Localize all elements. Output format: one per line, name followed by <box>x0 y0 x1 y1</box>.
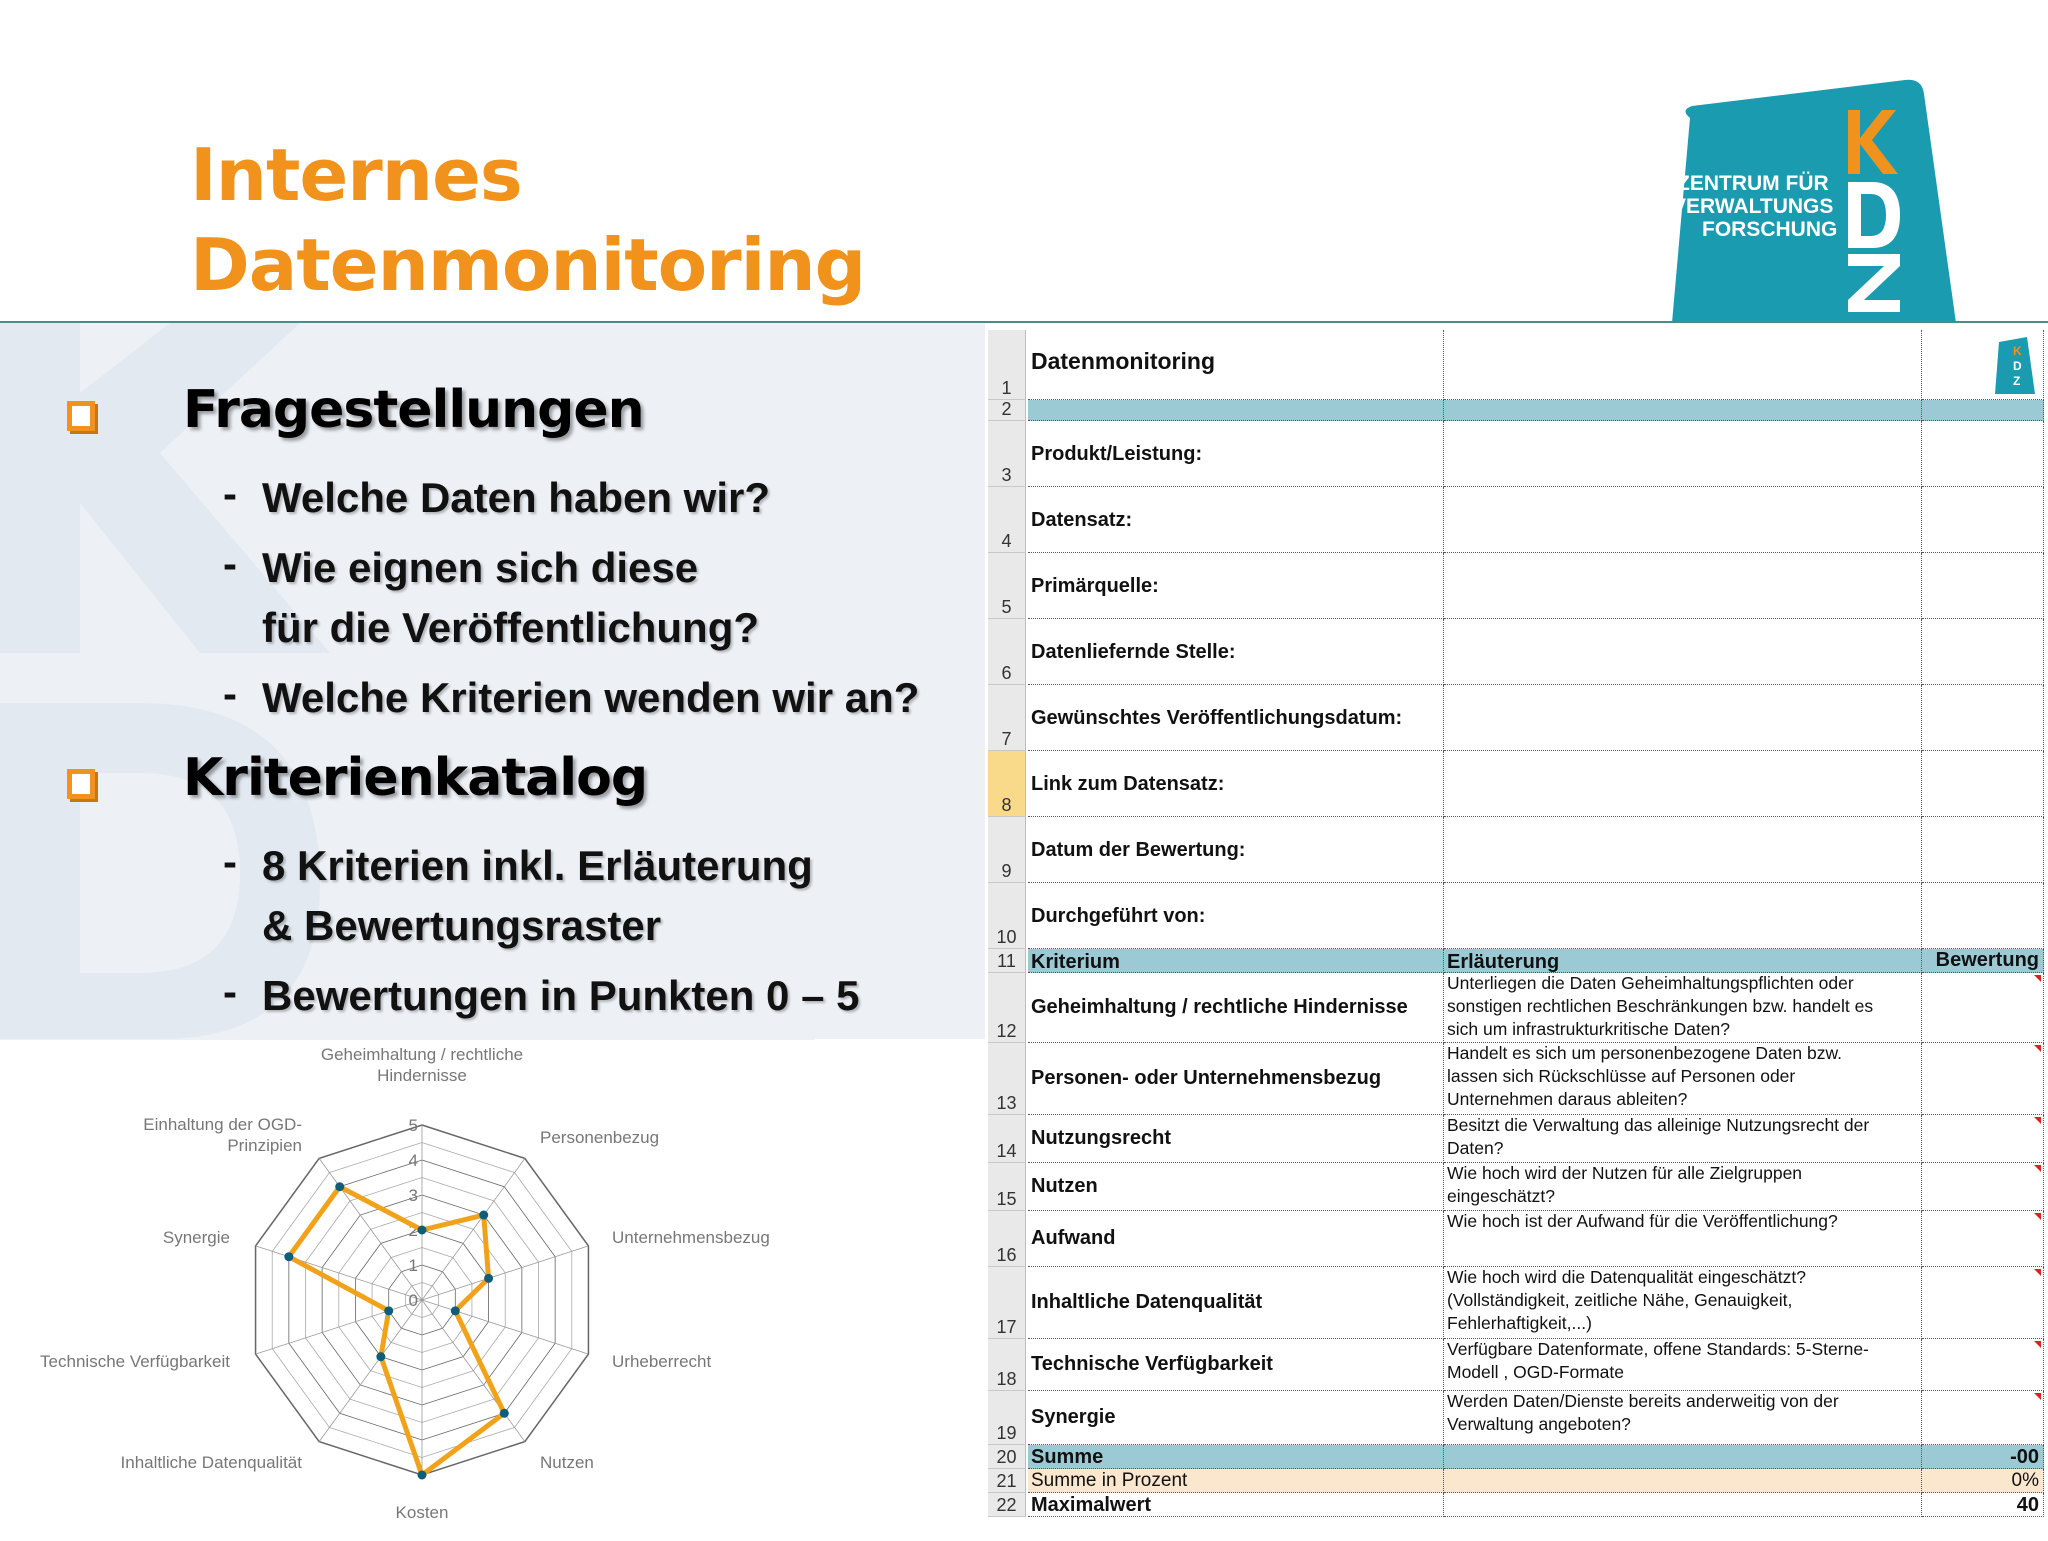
field-extra-cell[interactable] <box>1922 883 2044 949</box>
radar-axis-line <box>422 1300 525 1442</box>
row-number: 9 <box>1001 861 1012 881</box>
field-extra-cell[interactable] <box>1922 685 2044 751</box>
row-header[interactable] <box>988 400 1026 421</box>
axis-label-technische-verfuegbarkeit: Technische Verfügbarkeit <box>40 1352 230 1371</box>
cell-text: Datensatz: <box>1031 509 1133 531</box>
cell-text: Daten? <box>1447 1138 1504 1158</box>
row-number: 7 <box>1001 729 1012 749</box>
cell-text: Datum der Bewertung: <box>1031 839 1246 861</box>
row-number: 13 <box>996 1093 1017 1113</box>
row-header[interactable] <box>988 1267 1026 1339</box>
cell-text: Durchgeführt von: <box>1031 905 1206 927</box>
field-label[interactable] <box>1028 883 1444 949</box>
cell-text: Besitzt die Verwaltung das alleinige Nutzungsrecht der <box>1447 1115 1870 1135</box>
cell-title[interactable] <box>1028 330 1444 400</box>
cell-text: Bewertung <box>1935 949 2039 971</box>
axis-label-unternehmensbezug: Unternehmensbezug <box>612 1228 770 1247</box>
axis-label-ogd-1: Einhaltung der OGD- <box>143 1115 302 1134</box>
cell-text: Summe <box>1031 1446 1104 1468</box>
criterion-name[interactable] <box>1028 1339 1444 1391</box>
row-number: 11 <box>997 951 1016 971</box>
comment-indicator-icon[interactable] <box>2034 1045 2041 1052</box>
row-number: 20 <box>996 1447 1017 1467</box>
field-value-cell[interactable] <box>1444 553 1922 619</box>
title-line-1: Internes <box>190 133 522 217</box>
cell-text: Unterliegen die Daten Geheimhaltungspflichten oder <box>1447 973 1854 993</box>
cell-text: Personen- oder Unternehmensbezug <box>1031 1067 1382 1089</box>
row-number: 17 <box>996 1317 1017 1337</box>
criteria-point-1b: & Bewertungsraster <box>262 902 662 949</box>
slide-title <box>190 130 865 310</box>
sum-label[interactable] <box>1028 1445 1444 1469</box>
row-header[interactable] <box>988 1115 1026 1163</box>
criterion-name[interactable] <box>1028 1115 1444 1163</box>
criterion-name[interactable] <box>1028 973 1444 1043</box>
percent-empty[interactable] <box>1444 1469 1922 1493</box>
cell-text: 40 <box>2016 1494 2039 1516</box>
criterion-explanation[interactable] <box>1444 1043 1922 1115</box>
criterion-explanation[interactable] <box>1444 1339 1922 1391</box>
cell-text: Link zum Datensatz: <box>1031 773 1225 795</box>
dash-bullet: - <box>223 670 237 717</box>
bullet-square-icon <box>67 769 95 799</box>
row-header[interactable] <box>988 1211 1026 1267</box>
criterion-rating-cell[interactable] <box>1922 1115 2044 1163</box>
criterion-name[interactable] <box>1028 1391 1444 1445</box>
cell-text: Summe in Prozent <box>1031 1470 1188 1491</box>
radar-data-point <box>451 1306 460 1315</box>
axis-label-ogd-2: Prinzipien <box>227 1136 302 1155</box>
question-2a: Wie eignen sich diese <box>262 544 699 591</box>
criterion-name[interactable] <box>1028 1267 1444 1339</box>
radar-chart <box>0 1040 815 1536</box>
max-empty[interactable] <box>1444 1493 1922 1517</box>
axis-label-synergie: Synergie <box>162 1228 230 1247</box>
row-header[interactable] <box>988 1043 1026 1115</box>
field-value-cell[interactable] <box>1444 751 1922 817</box>
cell-text: Aufwand <box>1031 1227 1116 1249</box>
row-header[interactable] <box>988 1445 1026 1469</box>
radar-data-point <box>284 1252 293 1261</box>
row-number: 2 <box>1001 399 1012 419</box>
radar-tick-label: 1 <box>408 1256 418 1275</box>
column-header-kriterium[interactable] <box>1028 949 1444 973</box>
criterion-rating-cell[interactable] <box>1922 1043 2044 1115</box>
radar-data-point <box>479 1211 488 1220</box>
field-value-cell[interactable] <box>1444 883 1922 949</box>
cell-text: eingeschätzt? <box>1447 1186 1555 1206</box>
field-extra-cell[interactable] <box>1922 553 2044 619</box>
cell-text: Nutzen <box>1031 1175 1098 1197</box>
row-number: 12 <box>996 1021 1017 1041</box>
percent-label[interactable] <box>1028 1469 1444 1493</box>
cell-text: Technische Verfügbarkeit <box>1031 1353 1273 1375</box>
criterion-name[interactable] <box>1028 1211 1444 1267</box>
radar-tick-label: 2 <box>408 1221 418 1240</box>
row-number: 19 <box>996 1423 1017 1443</box>
field-label[interactable] <box>1028 685 1444 751</box>
cell-text: Fehlerhaftigkeit,...) <box>1447 1313 1592 1333</box>
dash-bullet: - <box>223 470 237 517</box>
cell-text: sonstigen rechtlichen Beschränkungen bzw. handelt es <box>1447 996 1874 1016</box>
radar-data-point <box>384 1306 393 1315</box>
row-header[interactable] <box>988 619 1026 685</box>
cell-text: Unternehmen daraus ableiten? <box>1447 1089 1688 1109</box>
sum-value[interactable] <box>1922 1445 2044 1469</box>
criterion-explanation[interactable] <box>1444 1267 1922 1339</box>
field-extra-cell[interactable] <box>1922 751 2044 817</box>
criteria-spreadsheet <box>988 330 2048 1536</box>
radar-data-point <box>376 1352 385 1361</box>
cell-text: Erläuterung <box>1447 951 1560 973</box>
cell-text: -00 <box>2010 1446 2039 1468</box>
max-label[interactable] <box>1028 1493 1444 1517</box>
field-extra-cell[interactable] <box>1922 487 2044 553</box>
cell-text: Wie hoch ist der Aufwand für die Veröffentlichung? <box>1447 1211 1838 1231</box>
cell-text: Handelt es sich um personenbezogene Daten bzw. <box>1447 1043 1842 1063</box>
cell[interactable] <box>1922 330 2044 400</box>
axis-label-nutzen: Nutzen <box>540 1453 594 1472</box>
criterion-rating-cell[interactable] <box>1922 1211 2044 1267</box>
cell-text: Modell , OGD-Formate <box>1447 1362 1624 1382</box>
row-header[interactable] <box>988 883 1026 949</box>
row-header[interactable] <box>988 421 1026 487</box>
radar-tick-label: 3 <box>408 1186 418 1205</box>
cell-text: Verfügbare Datenformate, offene Standards: 5-Sterne- <box>1447 1339 1869 1359</box>
question-3: Welche Kriterien wenden wir an? <box>262 674 920 721</box>
row-number: 22 <box>996 1495 1017 1515</box>
radar-tick-label: 4 <box>408 1151 418 1170</box>
field-label[interactable] <box>1028 751 1444 817</box>
svg-text:Z: Z <box>2013 374 2021 388</box>
row-header[interactable] <box>988 1339 1026 1391</box>
cell-separator[interactable] <box>1028 400 1444 421</box>
comment-indicator-icon[interactable] <box>2034 1393 2041 1400</box>
axis-label-geheimhaltung-2: Hindernisse <box>377 1066 467 1085</box>
cell-text: Verwaltung angeboten? <box>1447 1414 1631 1434</box>
row-number: 6 <box>1001 663 1012 683</box>
percent-value[interactable] <box>1922 1469 2044 1493</box>
radar-data-point <box>418 1226 427 1235</box>
field-label[interactable] <box>1028 421 1444 487</box>
cell-text: Nutzungsrecht <box>1031 1127 1171 1149</box>
kdz-logo <box>1650 78 1970 323</box>
cell-text: Synergie <box>1031 1406 1116 1428</box>
radar-data-point <box>500 1409 509 1418</box>
row-header[interactable] <box>988 973 1026 1043</box>
field-label[interactable] <box>1028 817 1444 883</box>
radar-axis-line <box>319 1300 422 1442</box>
radar-data-point <box>418 1471 427 1480</box>
criterion-name[interactable] <box>1028 1163 1444 1211</box>
axis-label-inhaltliche-datenqualitaet: Inhaltliche Datenqualität <box>120 1453 302 1472</box>
row-header[interactable] <box>988 685 1026 751</box>
cell-text: (Vollständigkeit, zeitliche Nähe, Genauigkeit, <box>1447 1290 1793 1310</box>
criterion-explanation[interactable] <box>1444 1211 1922 1267</box>
axis-label-geheimhaltung-1: Geheimhaltung / rechtliche <box>320 1045 524 1064</box>
criterion-explanation[interactable] <box>1444 1115 1922 1163</box>
cell[interactable] <box>1444 330 1922 400</box>
row-header[interactable] <box>988 751 1026 817</box>
criterion-explanation[interactable] <box>1444 973 1922 1043</box>
row-header[interactable] <box>988 1391 1026 1445</box>
comment-indicator-icon[interactable] <box>2034 1165 2041 1172</box>
cell-text: 0% <box>2011 1470 2039 1491</box>
cell-text: Geheimhaltung / rechtliche Hindernisse <box>1031 996 1408 1018</box>
dash-bullet: - <box>223 540 237 587</box>
axis-label-urheberrecht: Urheberrecht <box>612 1352 712 1371</box>
cell-text: Datenmonitoring <box>1031 348 1215 374</box>
field-value-cell[interactable] <box>1444 421 1922 487</box>
row-number: 16 <box>996 1245 1017 1265</box>
axis-label-personenbezug: Personenbezug <box>540 1128 660 1147</box>
heading-kriterienkatalog: Kriterienkatalog <box>183 748 648 808</box>
field-value-cell[interactable] <box>1444 619 1922 685</box>
cell-text: Kriterium <box>1031 951 1120 973</box>
cell-text: Primärquelle: <box>1031 575 1159 597</box>
field-extra-cell[interactable] <box>1922 619 2044 685</box>
logo-line-2: VERWALTUNGS <box>1672 195 1834 218</box>
comment-indicator-icon[interactable] <box>2034 1213 2041 1220</box>
cell-text: Wie hoch wird die Datenqualität eingeschätzt? <box>1447 1267 1806 1287</box>
row-number: 15 <box>996 1189 1017 1209</box>
cell-text: Werden Daten/Dienste bereits anderweitig von der <box>1447 1391 1839 1411</box>
field-extra-cell[interactable] <box>1922 421 2044 487</box>
question-2b: für die Veröffentlichung? <box>262 604 760 651</box>
sum-empty[interactable] <box>1444 1445 1922 1469</box>
heading-fragestellungen: Fragestellungen <box>183 380 644 440</box>
row-header[interactable] <box>988 487 1026 553</box>
axis-label-kosten: Kosten <box>395 1503 449 1522</box>
svg-text:K: K <box>2013 344 2022 358</box>
criterion-rating-cell[interactable] <box>1922 1391 2044 1445</box>
column-header-erlaeuterung[interactable] <box>1444 949 1922 973</box>
field-value-cell[interactable] <box>1444 685 1922 751</box>
dash-bullet: - <box>223 838 237 885</box>
row-header[interactable] <box>988 1163 1026 1211</box>
criterion-rating-cell[interactable] <box>1922 1267 2044 1339</box>
cell-text: lassen sich Rückschlüsse auf Personen oder <box>1447 1066 1796 1086</box>
question-1: Welche Daten haben wir? <box>262 474 770 521</box>
criterion-rating-cell[interactable] <box>1922 1339 2044 1391</box>
comment-indicator-icon[interactable] <box>2034 1341 2041 1348</box>
logo-line-1: ZENTRUM FÜR <box>1677 172 1829 195</box>
column-header-bewertung[interactable] <box>1922 949 2044 973</box>
radar-data-point <box>335 1182 344 1191</box>
row-number: 18 <box>996 1369 1017 1389</box>
cell-text: sich um infrastrukturkritische Daten? <box>1447 1019 1731 1039</box>
field-value-cell[interactable] <box>1444 817 1922 883</box>
field-extra-cell[interactable] <box>1922 817 2044 883</box>
comment-indicator-icon[interactable] <box>2034 1117 2041 1124</box>
title-line-2: Datenmonitoring <box>190 223 866 307</box>
row-header[interactable] <box>988 1469 1026 1493</box>
cell-text: Maximalwert <box>1031 1494 1152 1516</box>
criterion-rating-cell[interactable] <box>1922 973 2044 1043</box>
row-number: 3 <box>1001 465 1012 485</box>
radar-chart-panel <box>0 1040 815 1536</box>
cell-text: Wie hoch wird der Nutzen für alle Zielgruppen <box>1447 1163 1803 1183</box>
cell-separator[interactable] <box>1444 400 1922 421</box>
radar-tick-label: 0 <box>408 1291 418 1310</box>
row-number: 14 <box>996 1141 1017 1161</box>
field-label[interactable] <box>1028 619 1444 685</box>
row-number: 5 <box>1001 597 1012 617</box>
criterion-name[interactable] <box>1028 1043 1444 1115</box>
comment-indicator-icon[interactable] <box>2034 1269 2041 1276</box>
kdz-mini-logo-icon <box>1993 336 2037 394</box>
field-value-cell[interactable] <box>1444 487 1922 553</box>
row-number: 8 <box>1001 795 1012 815</box>
criteria-point-2: Bewertungen in Punkten 0 – 5 <box>262 972 860 1019</box>
criterion-rating-cell[interactable] <box>1922 1163 2044 1211</box>
criterion-explanation[interactable] <box>1444 1391 1922 1445</box>
bullet-square-icon <box>67 401 95 431</box>
cell-text: Inhaltliche Datenqualität <box>1031 1291 1263 1313</box>
row-header[interactable] <box>988 553 1026 619</box>
row-number: 10 <box>996 927 1017 947</box>
row-header[interactable] <box>988 817 1026 883</box>
cell-text: Datenliefernde Stelle: <box>1031 641 1236 663</box>
criterion-explanation[interactable] <box>1444 1163 1922 1211</box>
field-label[interactable] <box>1028 553 1444 619</box>
row-header[interactable] <box>988 330 1026 400</box>
cell-text: Gewünschtes Veröffentlichungsdatum: <box>1031 707 1403 729</box>
radar-tick-label: 5 <box>408 1116 418 1135</box>
dash-bullet: - <box>223 968 237 1015</box>
radar-axis-line <box>422 1158 525 1300</box>
svg-text:D: D <box>2013 359 2022 373</box>
cell-separator[interactable] <box>1922 400 2044 421</box>
cell-text: Produkt/Leistung: <box>1031 443 1203 465</box>
logo-line-3: FORSCHUNG <box>1702 218 1838 241</box>
row-header[interactable] <box>988 949 1026 973</box>
radar-data-point <box>484 1274 493 1283</box>
row-header[interactable] <box>988 1493 1026 1517</box>
row-number: 4 <box>1001 531 1012 551</box>
row-number: 1 <box>1001 378 1012 398</box>
comment-indicator-icon[interactable] <box>2034 975 2041 982</box>
max-value[interactable] <box>1922 1493 2044 1517</box>
field-label[interactable] <box>1028 487 1444 553</box>
criteria-point-1a: 8 Kriterien inkl. Erläuterung <box>262 842 813 889</box>
row-number: 21 <box>996 1471 1017 1491</box>
